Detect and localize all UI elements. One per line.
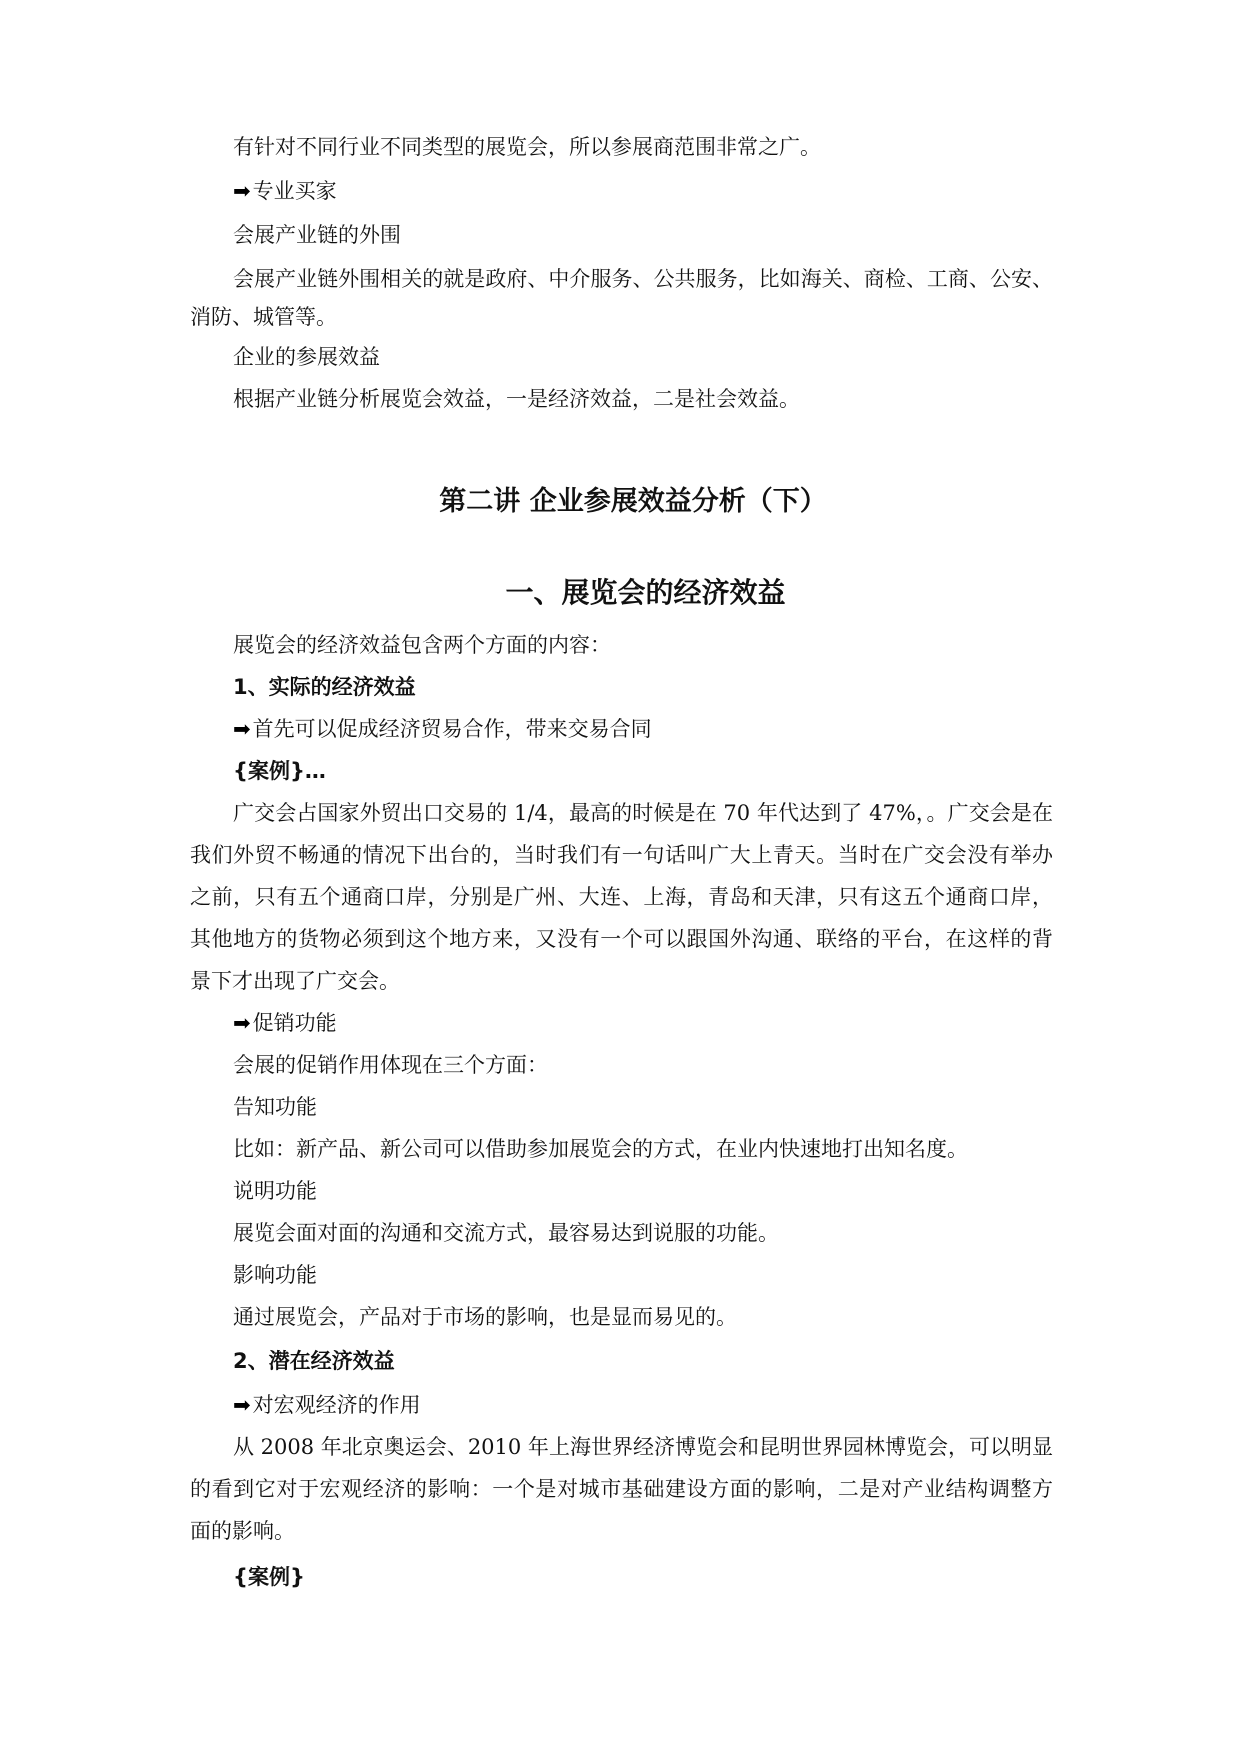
bullet-item [0, 176, 1241, 206]
paragraph: 展览会的经济效益包含两个方面的内容： [233, 633, 611, 657]
function-title: 说明功能 [233, 1179, 317, 1203]
paragraph-line: 我们外贸不畅通的情况下出台的，当时我们有一句话叫广大上青天。当时在广交会没有举办 [190, 843, 1053, 867]
paragraph: 展览会面对面的沟通和交流方式，最容易达到说服的功能。 [233, 1221, 779, 1245]
bullet-text: 促销功能 [252, 1011, 337, 1035]
paragraph: 企业的参展效益 [233, 345, 380, 369]
paragraph-line: 之前，只有五个通商口岸，分别是广州、大连、上海，青岛和天津，只有这五个通商口岸， [190, 885, 1053, 909]
paragraph-line: 其他地方的货物必须到这个地方来，又没有一个可以跟国外沟通、联络的平台，在这样的背 [190, 927, 1053, 951]
bullet-item [0, 714, 1241, 744]
paragraph-line: 广交会占国家外贸出口交易的 1/4，最高的时候是在 70 年代达到了 47%，。广交会是在 [233, 801, 1053, 825]
paragraph-line: 的看到它对于宏观经济的影响：一个是对城市基础建设方面的影响，二是对产业结构调整方 [190, 1477, 1053, 1501]
paragraph: 比如：新产品、新公司可以借助参加展览会的方式，在业内快速地打出知名度。 [233, 1137, 968, 1161]
bullet-item [0, 1008, 1241, 1038]
case-label: {案例}… [233, 759, 326, 783]
paragraph-line: 会展产业链外围相关的就是政府、中介服务、公共服务，比如海关、商检、工商、公安、 [233, 267, 1053, 291]
case-label: {案例} [233, 1565, 305, 1589]
paragraph: 根据产业链分析展览会效益，一是经济效益，二是社会效益。 [233, 387, 800, 411]
function-title: 告知功能 [233, 1095, 317, 1119]
paragraph-line: 面的影响。 [190, 1519, 295, 1543]
bullet-text: 首先可以促成经济贸易合作，带来交易合同 [252, 717, 652, 741]
subsection-heading: 2、潜在经济效益 [233, 1349, 395, 1373]
paragraph-line: 消防、城管等。 [190, 305, 337, 329]
right-arrow-icon: ➡ [233, 1011, 251, 1035]
right-arrow-icon: ➡ [233, 1393, 251, 1417]
bullet-text: 专业买家 [252, 179, 337, 203]
right-arrow-icon: ➡ [233, 717, 251, 741]
function-title: 影响功能 [233, 1263, 317, 1287]
paragraph-line: 从 2008 年北京奥运会、2010 年上海世界经济博览会和昆明世界园林博览会，可以明显 [233, 1435, 1053, 1459]
paragraph: 有针对不同行业不同类型的展览会，所以参展商范围非常之广。 [233, 135, 821, 159]
lecture-title: 第二讲 企业参展效益分析（下） [439, 486, 827, 517]
bullet-item [0, 1390, 1241, 1420]
paragraph-line: 景下才出现了广交会。 [190, 969, 400, 993]
right-arrow-icon: ➡ [233, 179, 251, 203]
paragraph: 会展产业链的外围 [233, 223, 401, 247]
paragraph: 通过展览会，产品对于市场的影响，也是显而易见的。 [233, 1305, 737, 1329]
section-title: 一、展览会的经济效益 [505, 576, 786, 609]
paragraph: 会展的促销作用体现在三个方面： [233, 1053, 548, 1077]
subsection-heading: 1、实际的经济效益 [233, 675, 416, 699]
bullet-text: 对宏观经济的作用 [252, 1393, 421, 1417]
